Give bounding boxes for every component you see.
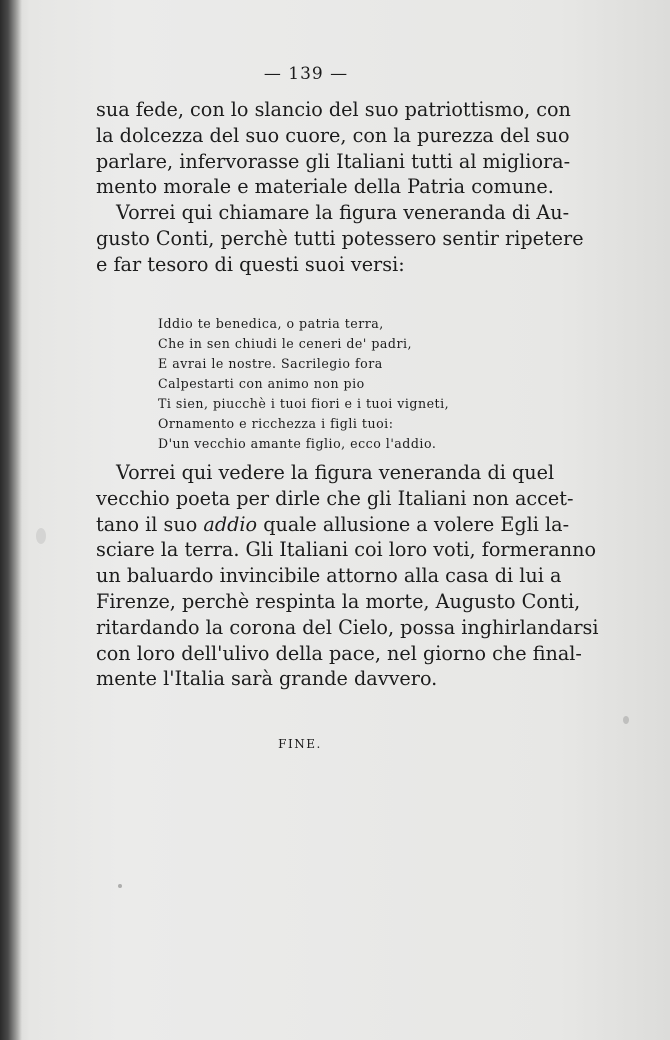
paragraph-3 xyxy=(96,460,599,692)
text-line: parlare, infervorasse gli Italiani tutti al migliora- xyxy=(96,149,571,173)
paper-speck xyxy=(623,716,629,724)
paragraph-2 xyxy=(96,200,584,277)
page-number: — 139 — xyxy=(263,64,349,84)
text-line: sciare la terra. Gli Italiani coi loro voti, formeranno xyxy=(96,538,596,562)
text-segment: tano il suo xyxy=(96,512,198,536)
italic-word: addio xyxy=(203,512,258,536)
binding-edge xyxy=(0,0,22,1040)
text-line: e far tesoro di questi suoi versi: xyxy=(96,252,405,276)
text-segment: quale allusione a volere Egli la- xyxy=(263,512,570,536)
text-line: la dolcezza del suo cuore, con la purezza del suo xyxy=(96,123,570,147)
text-line: mento morale e materiale della Patria comune. xyxy=(96,175,554,199)
poem-verse: Ornamento e ricchezza i figli tuoi: xyxy=(158,416,394,431)
end-mark: FINE. xyxy=(278,737,322,751)
text-line: mente l'Italia sarà grande davvero. xyxy=(96,667,438,691)
text-line: vecchio poeta per dirle che gli Italiani non accet- xyxy=(96,486,574,510)
text-line: Firenze, perchè respinta la morte, Augusto Conti, xyxy=(96,589,581,613)
paper-speck xyxy=(118,884,122,888)
poem-verse: Che in sen chiudi le ceneri de' padri, xyxy=(158,336,413,351)
poem-verse: Calpestarti con animo non pio xyxy=(158,376,365,391)
poem xyxy=(158,314,478,454)
poem-verse: Ti sien, piucchè i tuoi fiori e i tuoi vigneti, xyxy=(158,396,450,411)
poem-verse: Iddio te benedica, o patria terra, xyxy=(158,316,384,331)
text-line: sua fede, con lo slancio del suo patriottismo, con xyxy=(96,98,571,121)
text-line: Vorrei qui vedere la figura veneranda di quel xyxy=(116,461,555,484)
poem-verse: D'un vecchio amante figlio, ecco l'addio. xyxy=(158,436,437,451)
poem-verse: E avrai le nostre. Sacrilegio fora xyxy=(158,356,383,371)
text-line: ritardando la corona del Cielo, possa inghirlandarsi xyxy=(96,615,599,639)
paragraph-1 xyxy=(96,97,571,200)
text-line-with-italic xyxy=(96,512,570,538)
text-line: gusto Conti, perchè tutti potessero sentir ripetere xyxy=(96,226,584,250)
text-line: con loro dell'ulivo della pace, nel giorno che final- xyxy=(96,641,582,665)
paper-speck xyxy=(36,528,46,544)
text-line: Vorrei qui chiamare la figura veneranda di Au- xyxy=(116,201,570,224)
text-line: un baluardo invincibile attorno alla casa di lui a xyxy=(96,564,562,588)
